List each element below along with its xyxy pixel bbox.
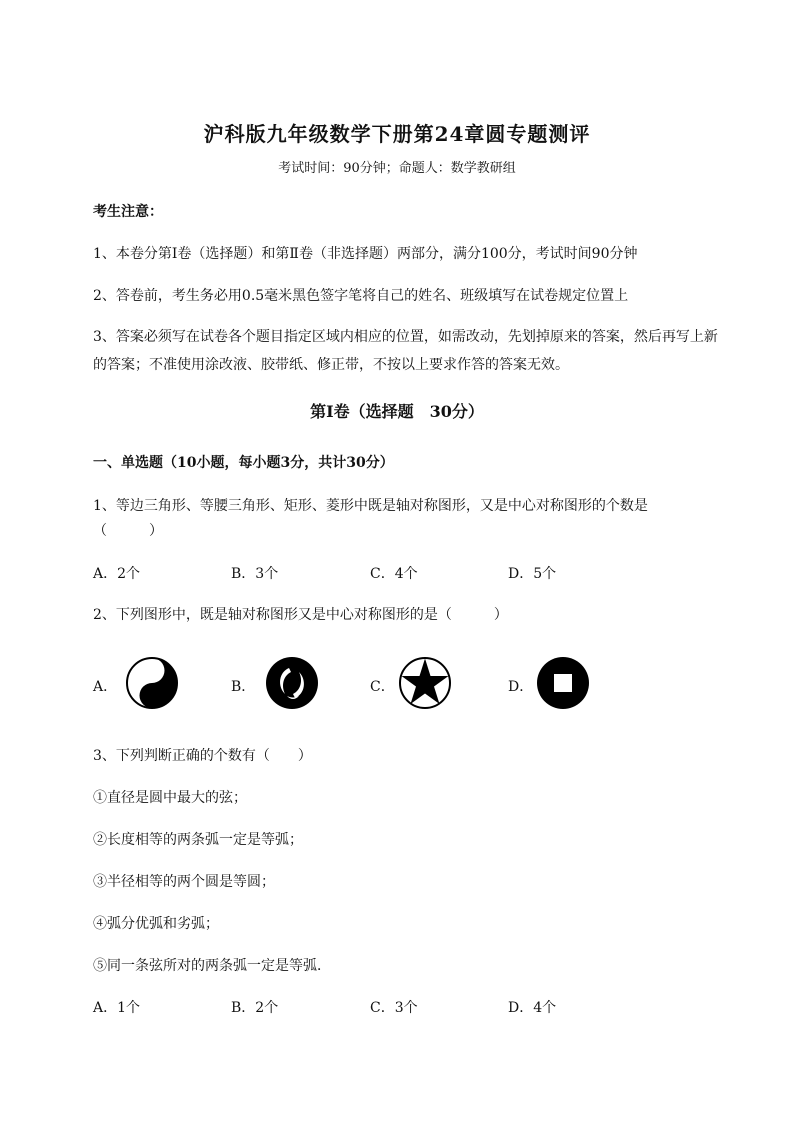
page-subtitle: 考试时间：90分钟；命题人：数学教研组 [278,161,516,176]
notice-heading: 考生注意： [93,204,163,220]
notice-item-3: 3、答案必须写在试卷各个题目指定区域内相应的位置，如需改动，先划掉原来的答案，然后再写上新 [93,329,718,345]
square-coin-icon [536,656,590,710]
q1-option-c: C．4个 [370,566,418,582]
q1-option-a: A．2个 [93,566,141,582]
q1-option-d: D．5个 [508,566,557,582]
q3-statement-2: ②长度相等的两条弧一定是等弧； [93,832,303,848]
q3-option-c: C．3个 [370,1000,418,1016]
section-title: 第I卷（选择题 30分） [310,402,484,421]
page-title: 沪科版九年级数学下册第24章圆专题测评 [203,122,591,146]
question-1-text: 1、等边三角形、等腰三角形、矩形、菱形中既是轴对称图形，又是中心对称图形的个数是 [93,498,648,514]
q2-option-b-label: B． [231,679,256,695]
q3-statement-3: ③半径相等的两个圆是等圆； [93,874,275,890]
q3-option-d: D．4个 [508,1000,557,1016]
notice-item-2: 2、答卷前，考生务必用0.5毫米黑色签字笔将自己的姓名、班级填写在试卷规定位置上 [93,288,629,304]
swirl-logo-icon [265,656,319,710]
part-heading: 一、单选题（10小题，每小题3分，共计30分） [93,455,394,471]
q2-option-a-label: A． [93,679,118,695]
question-3-text: 3、下列判断正确的个数有（ ） [93,748,312,764]
q3-statement-5: ⑤同一条弦所对的两条弧一定是等弧． [93,958,331,974]
q2-option-c-label: C． [370,679,395,695]
yin-yang-icon [125,656,179,710]
question-1-blank: （ ） [93,523,163,539]
star-in-circle-icon [398,656,452,710]
q3-statement-1: ①直径是圆中最大的弦； [93,790,247,806]
q3-statement-4: ④弧分优弧和劣弧； [93,916,219,932]
q2-option-d-label: D． [508,679,534,695]
notice-item-3-cont: 的答案；不准使用涂改液、胶带纸、修正带，不按以上要求作答的答案无效。 [93,357,569,373]
question-2-text: 2、下列图形中，既是轴对称图形又是中心对称图形的是（ ） [93,607,508,623]
q3-option-a: A．1个 [93,1000,141,1016]
q3-option-b: B．2个 [231,1000,279,1016]
q1-option-b: B．3个 [231,566,279,582]
notice-item-1: 1、本卷分第I卷（选择题）和第Ⅱ卷（非选择题）两部分，满分100分，考试时间90分钟 [93,246,638,262]
